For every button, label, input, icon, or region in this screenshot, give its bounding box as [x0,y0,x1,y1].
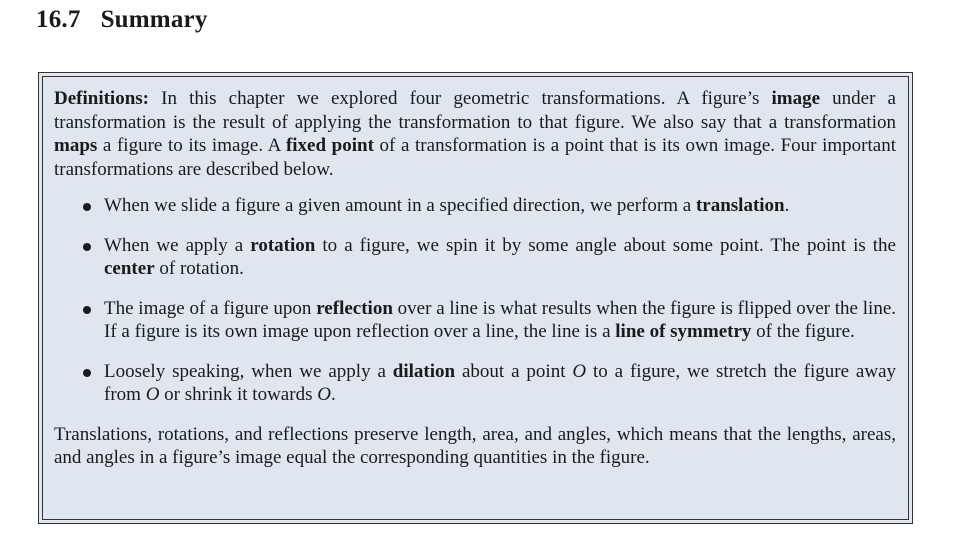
definitions-label: Definitions: [54,88,149,109]
list-item-reflection [54,297,896,344]
list-item-dilation [54,360,896,407]
summary-box [38,72,913,524]
item-text: over a line is what results when the figure is flipped over the line. If a figure is its own image upon reflection over a line, the line is a [104,297,896,342]
item-text: of the figure. [751,321,855,342]
transformations-list [54,194,896,407]
item-text: Loosely speaking, when we apply a [104,360,393,382]
item-text: . [330,384,336,405]
definitions-text: under a transformation is the result of applying the transformation to that figure. We also say that a transformation [54,88,896,133]
term-reflection: reflection [316,297,393,319]
bullet-icon [83,369,91,377]
item-text: about a point [455,360,573,382]
term-rotation: rotation [250,234,316,256]
item-text: The image of a figure upon [104,297,317,319]
term-line-of-symmetry: line of symmetry [615,321,752,342]
definitions-text: In this chapter we explored four geometric transformations. A figure’s [149,88,772,109]
section-title: Summary [100,6,208,33]
summary-box-inner [42,76,909,520]
item-text: to a figure, we spin it by some angle about some point. The point is the [315,234,896,256]
definitions-text: a figure to its image. A [97,135,286,156]
term-dilation: dilation [392,360,456,382]
list-item-translation [54,194,896,218]
term-fixed-point: fixed point [285,135,374,156]
item-text: . [784,195,790,216]
item-text: or shrink it towards [159,384,318,405]
bullet-icon [83,306,91,314]
term-maps: maps [54,135,98,156]
section-heading [36,6,208,34]
point-o: O [572,360,587,382]
closing-paragraph: Translations, rotations, and reflections preserve length, area, and angles, which means that the lengths, areas, and angles in a figure’s image equal the corresponding quantities in the figure. [54,423,896,468]
item-text: When we apply a [104,234,251,256]
item-text: When we slide a figure a given amount in a specified direction, we perform a [104,195,696,216]
bullet-icon [83,243,91,251]
definitions-text: of a transformation is a point that is its own image. Four important transformations are described below. [54,135,897,180]
point-o: O [145,384,160,405]
bullet-icon [83,203,91,211]
definitions-paragraph [54,87,896,181]
term-center: center [104,258,155,279]
term-image: image [771,88,821,109]
section-number: 16.7 [36,6,81,33]
term-translation: translation [695,195,785,216]
item-text: of rotation. [154,258,244,279]
list-item-rotation [54,234,896,281]
point-o: O [317,384,331,405]
item-text: to a figure, we stretch the figure away from [104,360,897,405]
